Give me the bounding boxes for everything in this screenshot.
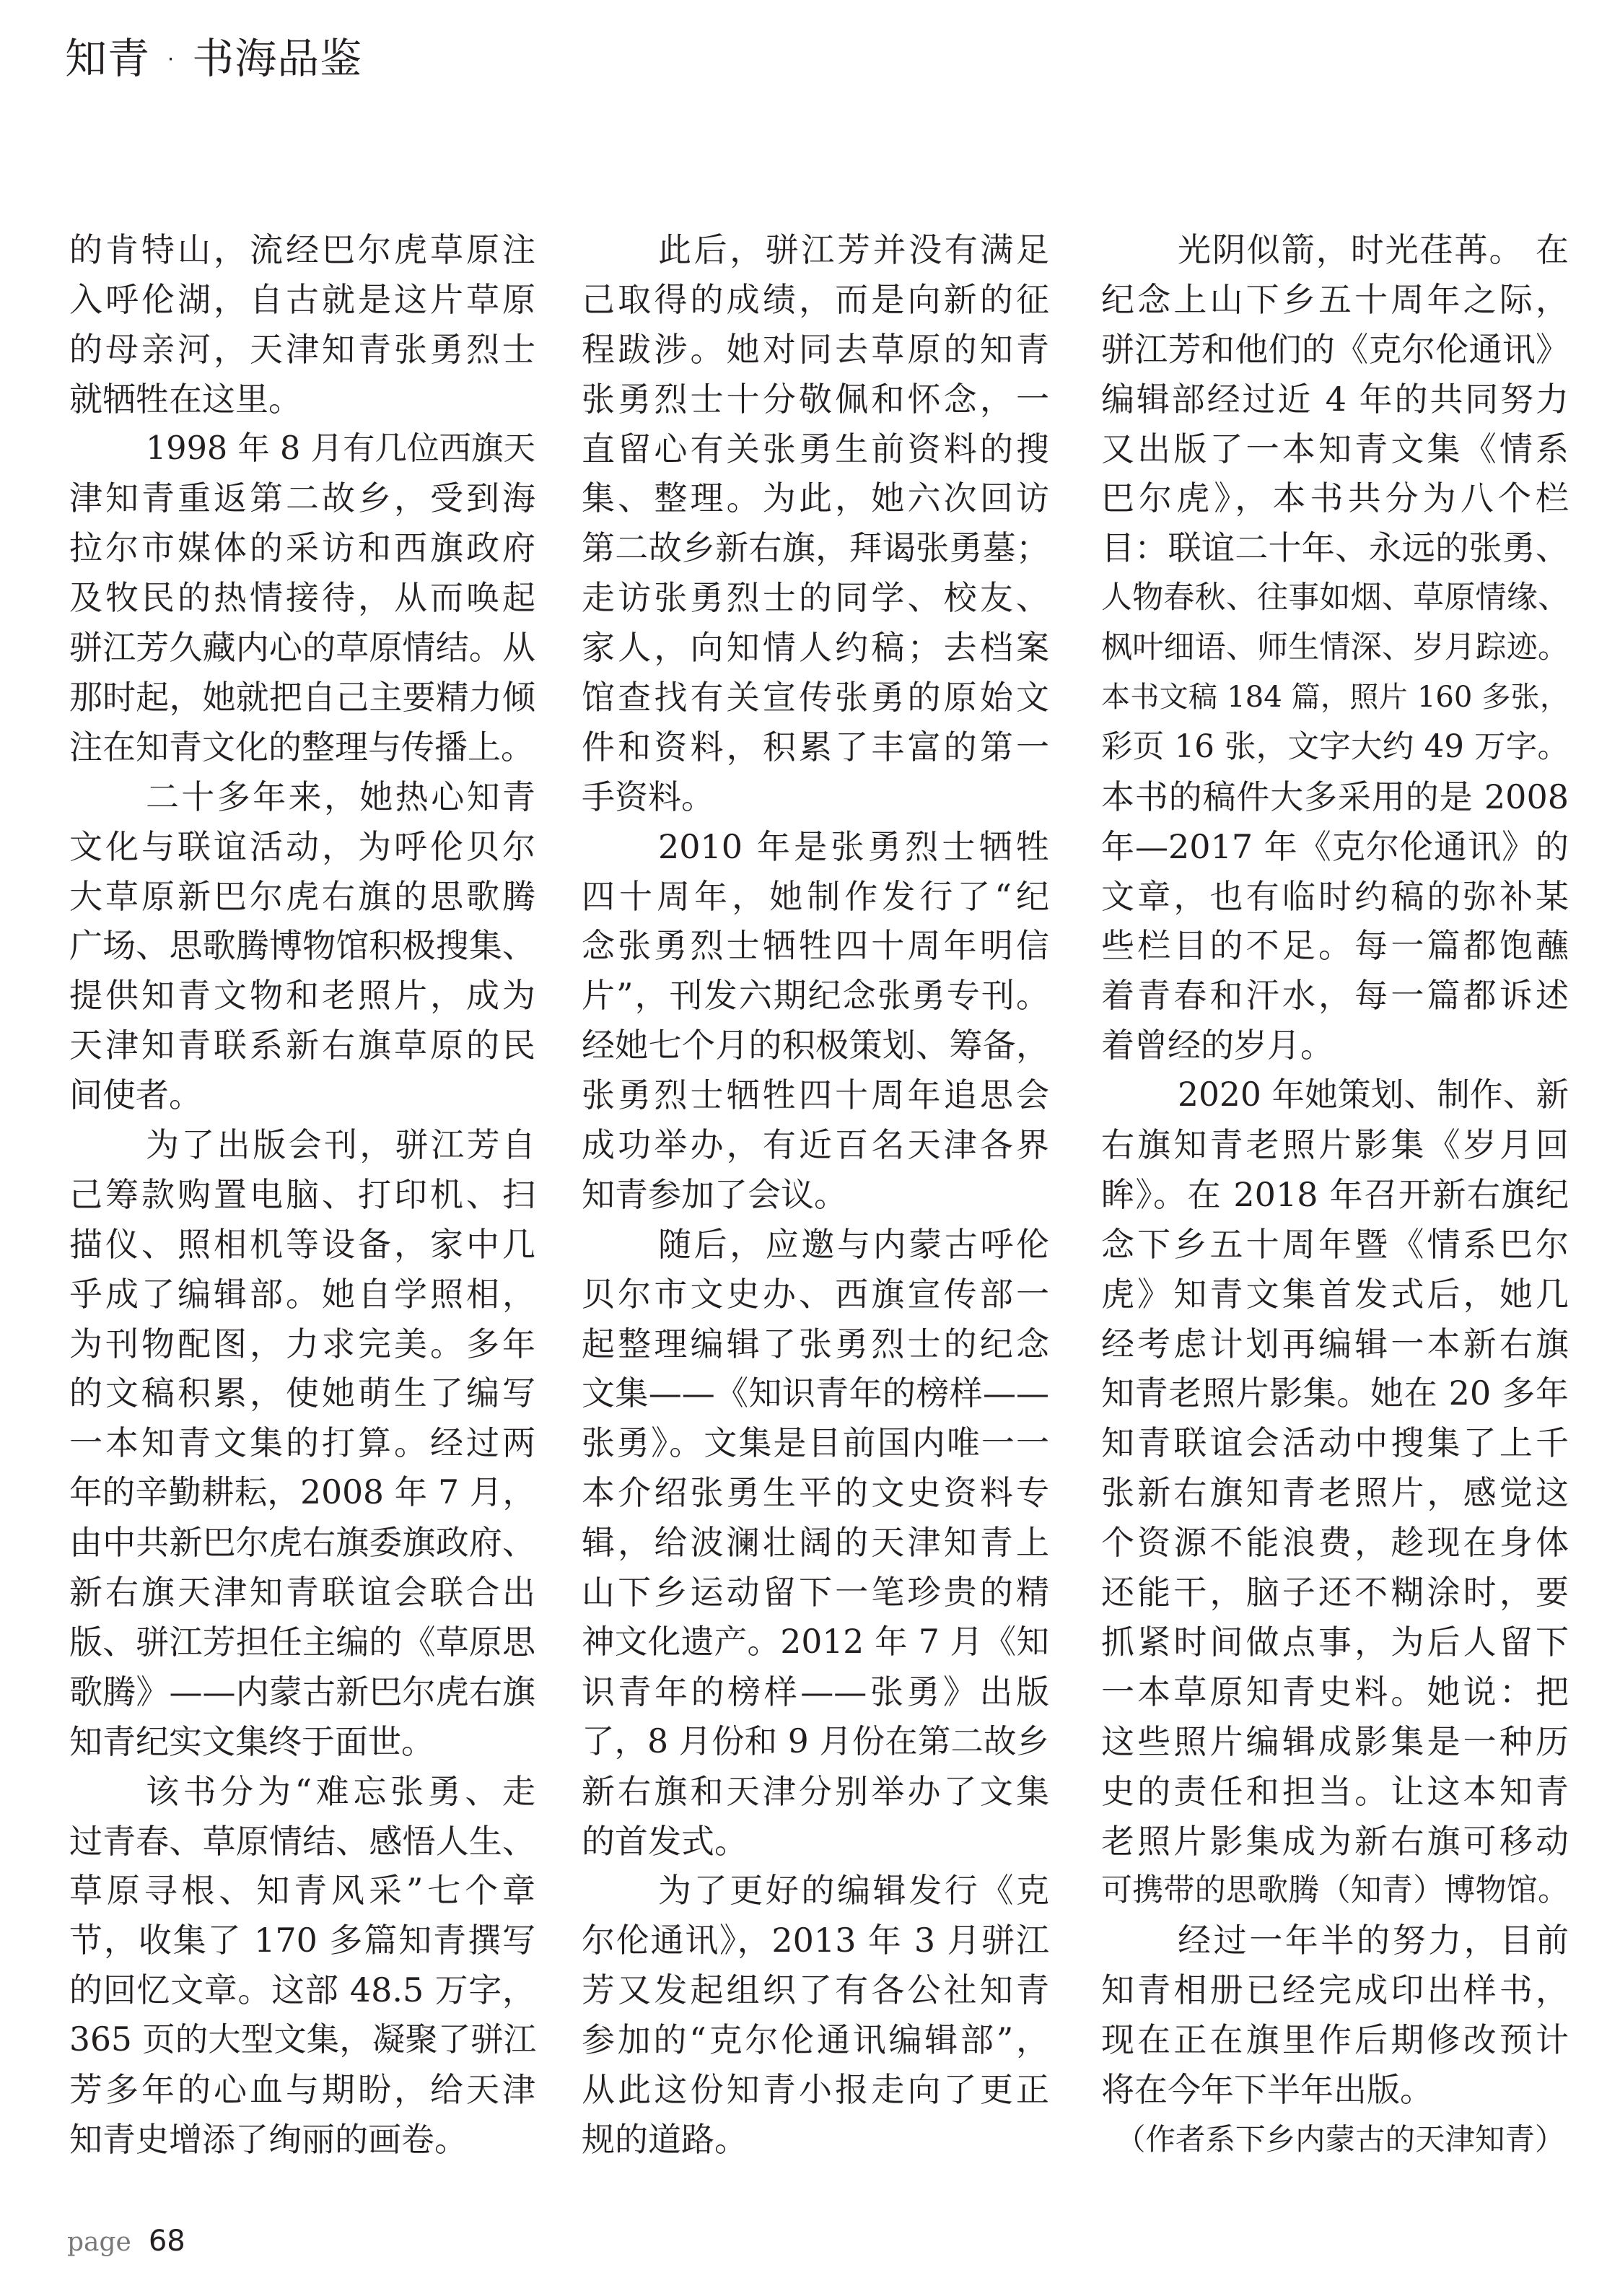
- text-line: 注在知青文化的整理与传播上。: [69, 727, 534, 767]
- text-line: 右旗知青老照片影集《岁月回: [1101, 1125, 1569, 1165]
- text-line: 第二故乡新右旗，拜谒张勇墓；: [582, 528, 1049, 568]
- text-line: 1998 年 8 月有几位西旗天: [146, 429, 535, 467]
- text-line: 由中共新巴尔虎右旗委旗政府、: [69, 1523, 535, 1563]
- text-line: 走访张勇烈士的同学、校友、: [582, 578, 1049, 618]
- text-line: 大草原新巴尔虎右旗的思歌腾: [69, 876, 535, 916]
- text-line: 手资料。: [582, 777, 714, 816]
- text-line: 老照片影集成为新右旗可移动: [1101, 1821, 1569, 1861]
- text-line: 的母亲河，天津知青张勇烈士: [69, 329, 535, 369]
- text-line: 入呼伦湖，自古就是这片草原: [69, 279, 535, 319]
- text-line: 张勇烈士牺牲四十周年追思会: [582, 1075, 1049, 1115]
- section-header-title: 知青 · 书海品鉴: [65, 34, 363, 83]
- text-line: 史的责任和担当。让这本知青: [1101, 1771, 1569, 1811]
- text-line: 过青春、草原情结、感悟人生、: [69, 1821, 535, 1861]
- text-line: 歌腾》——内蒙古新巴尔虎右旗: [69, 1672, 535, 1711]
- text-line: 张勇》。文集是目前国内唯一一: [582, 1423, 1049, 1463]
- text-line: 提供知青文物和老照片，成为: [69, 976, 535, 1016]
- text-line: 着青春和汗水，每一篇都诉述: [1101, 976, 1569, 1016]
- text-line: 光阴似箭，时光荏苒。 在: [1178, 230, 1569, 269]
- text-line: 知青史增添了绚丽的画卷。: [69, 2119, 468, 2159]
- text-line: 文集——《知识青年的榜样——: [582, 1374, 1049, 1413]
- text-line: 家人，向知情人约稿；去档案: [582, 628, 1049, 668]
- text-line: 将在今年下半年出版。: [1101, 2069, 1433, 2109]
- text-line: 己筹款购置电脑、打印机、扫: [69, 1174, 535, 1214]
- text-line: 片”，刊发六期纪念张勇专刊。: [582, 976, 1049, 1016]
- text-line: 就牺牲在这里。: [69, 379, 302, 419]
- text-line: 程跋涉。她对同去草原的知青: [582, 329, 1049, 369]
- text-line: 巴尔虎》，本书共分为八个栏: [1101, 479, 1569, 518]
- text-line: 尔伦通讯》，2013 年 3 月骈江: [582, 1921, 1049, 1960]
- text-line: 现在正在旗里作后期修改预计: [1101, 2020, 1569, 2060]
- text-line: 本书文稿 184 篇，照片 160 多张，: [1101, 681, 1569, 715]
- text-line: 从此这份知青小报走向了更正: [582, 2069, 1049, 2109]
- article-column-3: [1101, 225, 1569, 2165]
- text-line: 一本草原知青史料。她说：把: [1101, 1672, 1569, 1711]
- article-column-1: [69, 225, 535, 2165]
- article-column-2: [582, 225, 1049, 2165]
- text-line: 些栏目的不足。每一篇都饱蘸: [1101, 926, 1569, 966]
- text-line: 编辑部经过近 4 年的共同努力: [1101, 379, 1569, 419]
- text-line: 知青相册已经完成印出样书，: [1101, 1970, 1569, 2010]
- text-line: 可携带的思歌腾（知青）博物馆。: [1101, 1872, 1569, 1909]
- text-line: 天津知青联系新右旗草原的民: [69, 1026, 535, 1065]
- text-line: 为了出版会刊，骈江芳自: [146, 1125, 535, 1165]
- text-line: 经考虑计划再编辑一本新右旗: [1101, 1324, 1569, 1363]
- text-line: 参加的“克尔伦通讯编辑部”，: [582, 2020, 1049, 2060]
- text-line: 该书分为“难忘张勇、走: [146, 1771, 535, 1811]
- text-line: 版、骈江芳担任主编的《草原思: [69, 1622, 535, 1662]
- text-line: 集、整理。为此，她六次回访: [582, 479, 1049, 518]
- text-line: 本书的稿件大多采用的是 2008: [1101, 777, 1569, 816]
- text-line: 这些照片编辑成影集是一种历: [1101, 1721, 1569, 1761]
- text-line: 那时起，她就把自己主要精力倾: [69, 678, 535, 717]
- text-line: 为了更好的编辑发行《克: [658, 1871, 1049, 1911]
- text-line: 芳又发起组织了有各公社知青: [582, 1970, 1049, 2010]
- text-line: 张勇烈士十分敬佩和怀念，一: [582, 379, 1049, 419]
- text-line: 文化与联谊活动，为呼伦贝尔: [69, 826, 535, 866]
- page-label: page: [67, 2227, 131, 2257]
- text-line: 节，收集了 170 多篇知青撰写: [69, 1921, 535, 1960]
- text-line: 还能干，脑子还不糊涂时，要: [1101, 1573, 1569, 1612]
- text-line: 成功举办，有近百名天津各界: [582, 1125, 1049, 1165]
- text-line: 又出版了一本知青文集《情系: [1101, 429, 1569, 468]
- text-line: 了，8 月份和 9 月份在第二故乡: [582, 1721, 1049, 1760]
- text-line: 新右旗和天津分别举办了文集: [582, 1771, 1049, 1811]
- text-line: 一本知青文集的打算。经过两: [69, 1423, 535, 1463]
- text-line: 的肯特山，流经巴尔虎草原注: [69, 230, 535, 269]
- text-line: 2020 年她策划、制作、新: [1178, 1075, 1569, 1114]
- text-line: 张新右旗知青老照片，感觉这: [1101, 1473, 1569, 1513]
- text-line: 骈江芳久藏内心的草原情结。从: [69, 628, 535, 668]
- page-footer: [67, 2225, 185, 2261]
- text-line: 贝尔市文史办、西旗宣传部一: [582, 1274, 1049, 1314]
- text-line: 己取得的成绩，而是向新的征: [582, 279, 1049, 319]
- text-line: 365 页的大型文集，凝聚了骈江: [69, 2020, 537, 2059]
- text-line: 2010 年是张勇烈士牺牲: [658, 826, 1049, 866]
- text-line: 个资源不能浪费，趁现在身体: [1101, 1523, 1569, 1563]
- text-line: 的首发式。: [582, 1821, 748, 1861]
- text-line: 四十周年，她制作发行了“纪: [582, 876, 1049, 916]
- text-line: 及牧民的热情接待，从而唤起: [69, 578, 535, 618]
- text-line: 间使者。: [69, 1075, 202, 1115]
- page-number: 68: [148, 2225, 185, 2258]
- text-line: 识青年的榜样——张勇》出版: [582, 1672, 1049, 1711]
- text-line: 起整理编辑了张勇烈士的纪念: [582, 1324, 1049, 1363]
- text-line: 新右旗天津知青联谊会联合出: [69, 1573, 535, 1612]
- text-line: 广场、思歌腾博物馆积极搜集、: [69, 926, 535, 966]
- text-line: 念下乡五十周年暨《情系巴尔: [1101, 1224, 1569, 1264]
- text-line: 描仪、照相机等设备，家中几: [69, 1224, 535, 1264]
- text-line: 虎》知青文集首发式后，她几: [1101, 1274, 1569, 1314]
- text-line: 芳多年的心血与期盼，给天津: [69, 2069, 535, 2109]
- text-line: 知青联谊会活动中搜集了上千: [1101, 1423, 1569, 1463]
- text-line: 件和资料，积累了丰富的第一: [582, 727, 1049, 767]
- text-line: 眸》。在 2018 年召开新右旗纪: [1101, 1174, 1569, 1214]
- text-line: 着曾经的岁月。: [1101, 1026, 1334, 1065]
- text-line: 知青老照片影集。她在 20 多年: [1101, 1374, 1569, 1413]
- text-line: 文章，也有临时约稿的弥补某: [1101, 876, 1569, 916]
- text-line: 纪念上山下乡五十周年之际，: [1101, 279, 1569, 319]
- text-line: 人物春秋、往事如烟、草原情缘、: [1101, 580, 1569, 616]
- text-line: 为刊物配图，力求完美。多年: [69, 1324, 535, 1363]
- text-line: 馆查找有关宣传张勇的原始文: [582, 678, 1049, 717]
- text-line: 念张勇烈士牺牲四十周年明信: [582, 926, 1049, 966]
- text-line: 知青参加了会议。: [582, 1174, 847, 1214]
- text-line: 随后，应邀与内蒙古呼伦: [658, 1224, 1049, 1264]
- text-line: 的回忆文章。这部 48.5 万字，: [69, 1970, 535, 2010]
- text-line: 辑，给波澜壮阔的天津知青上: [582, 1523, 1049, 1563]
- text-line: 彩页 16 张，文字大约 49 万字。: [1101, 728, 1569, 765]
- text-line: 抓紧时间做点事，为后人留下: [1101, 1622, 1569, 1662]
- text-line: 直留心有关张勇生前资料的搜: [582, 429, 1049, 468]
- text-line: 拉尔市媒体的采访和西旗政府: [69, 528, 535, 568]
- text-line: 草原寻根、知青风采”七个章: [69, 1871, 535, 1911]
- text-line: 津知青重返第二故乡，受到海: [69, 479, 535, 518]
- text-line: 年的辛勤耕耘，2008 年 7 月，: [69, 1473, 535, 1512]
- text-line: 乎成了编辑部。她自学照相，: [69, 1274, 535, 1314]
- author-note: （作者系下乡内蒙古的天津知青）: [1116, 2121, 1565, 2157]
- text-line: 经过一年半的努力，目前: [1178, 1921, 1569, 1960]
- text-line: 骈江芳和他们的《克尔伦通讯》: [1101, 329, 1569, 369]
- text-line: 本介绍张勇生平的文史资料专: [582, 1473, 1049, 1513]
- text-line: 规的道路。: [582, 2119, 748, 2159]
- text-line: 二十多年来，她热心知青: [146, 777, 535, 816]
- text-line: 年—2017 年《克尔伦通讯》的: [1101, 826, 1569, 866]
- text-line: 山下乡运动留下一笔珍贵的精: [582, 1573, 1049, 1612]
- text-line: 的文稿积累，使她萌生了编写: [69, 1374, 535, 1413]
- text-line: 目：联谊二十年、永远的张勇、: [1101, 528, 1569, 568]
- text-line: 枫叶细语、师生情深、岁月踪迹。: [1101, 629, 1569, 666]
- text-line: 知青纪实文集终于面世。: [69, 1721, 434, 1761]
- text-line: 经她七个月的积极策划、筹备，: [582, 1026, 1049, 1065]
- text-line: 神文化遗产。2012 年 7 月《知: [582, 1622, 1049, 1661]
- text-line: 此后，骈江芳并没有满足: [658, 230, 1049, 269]
